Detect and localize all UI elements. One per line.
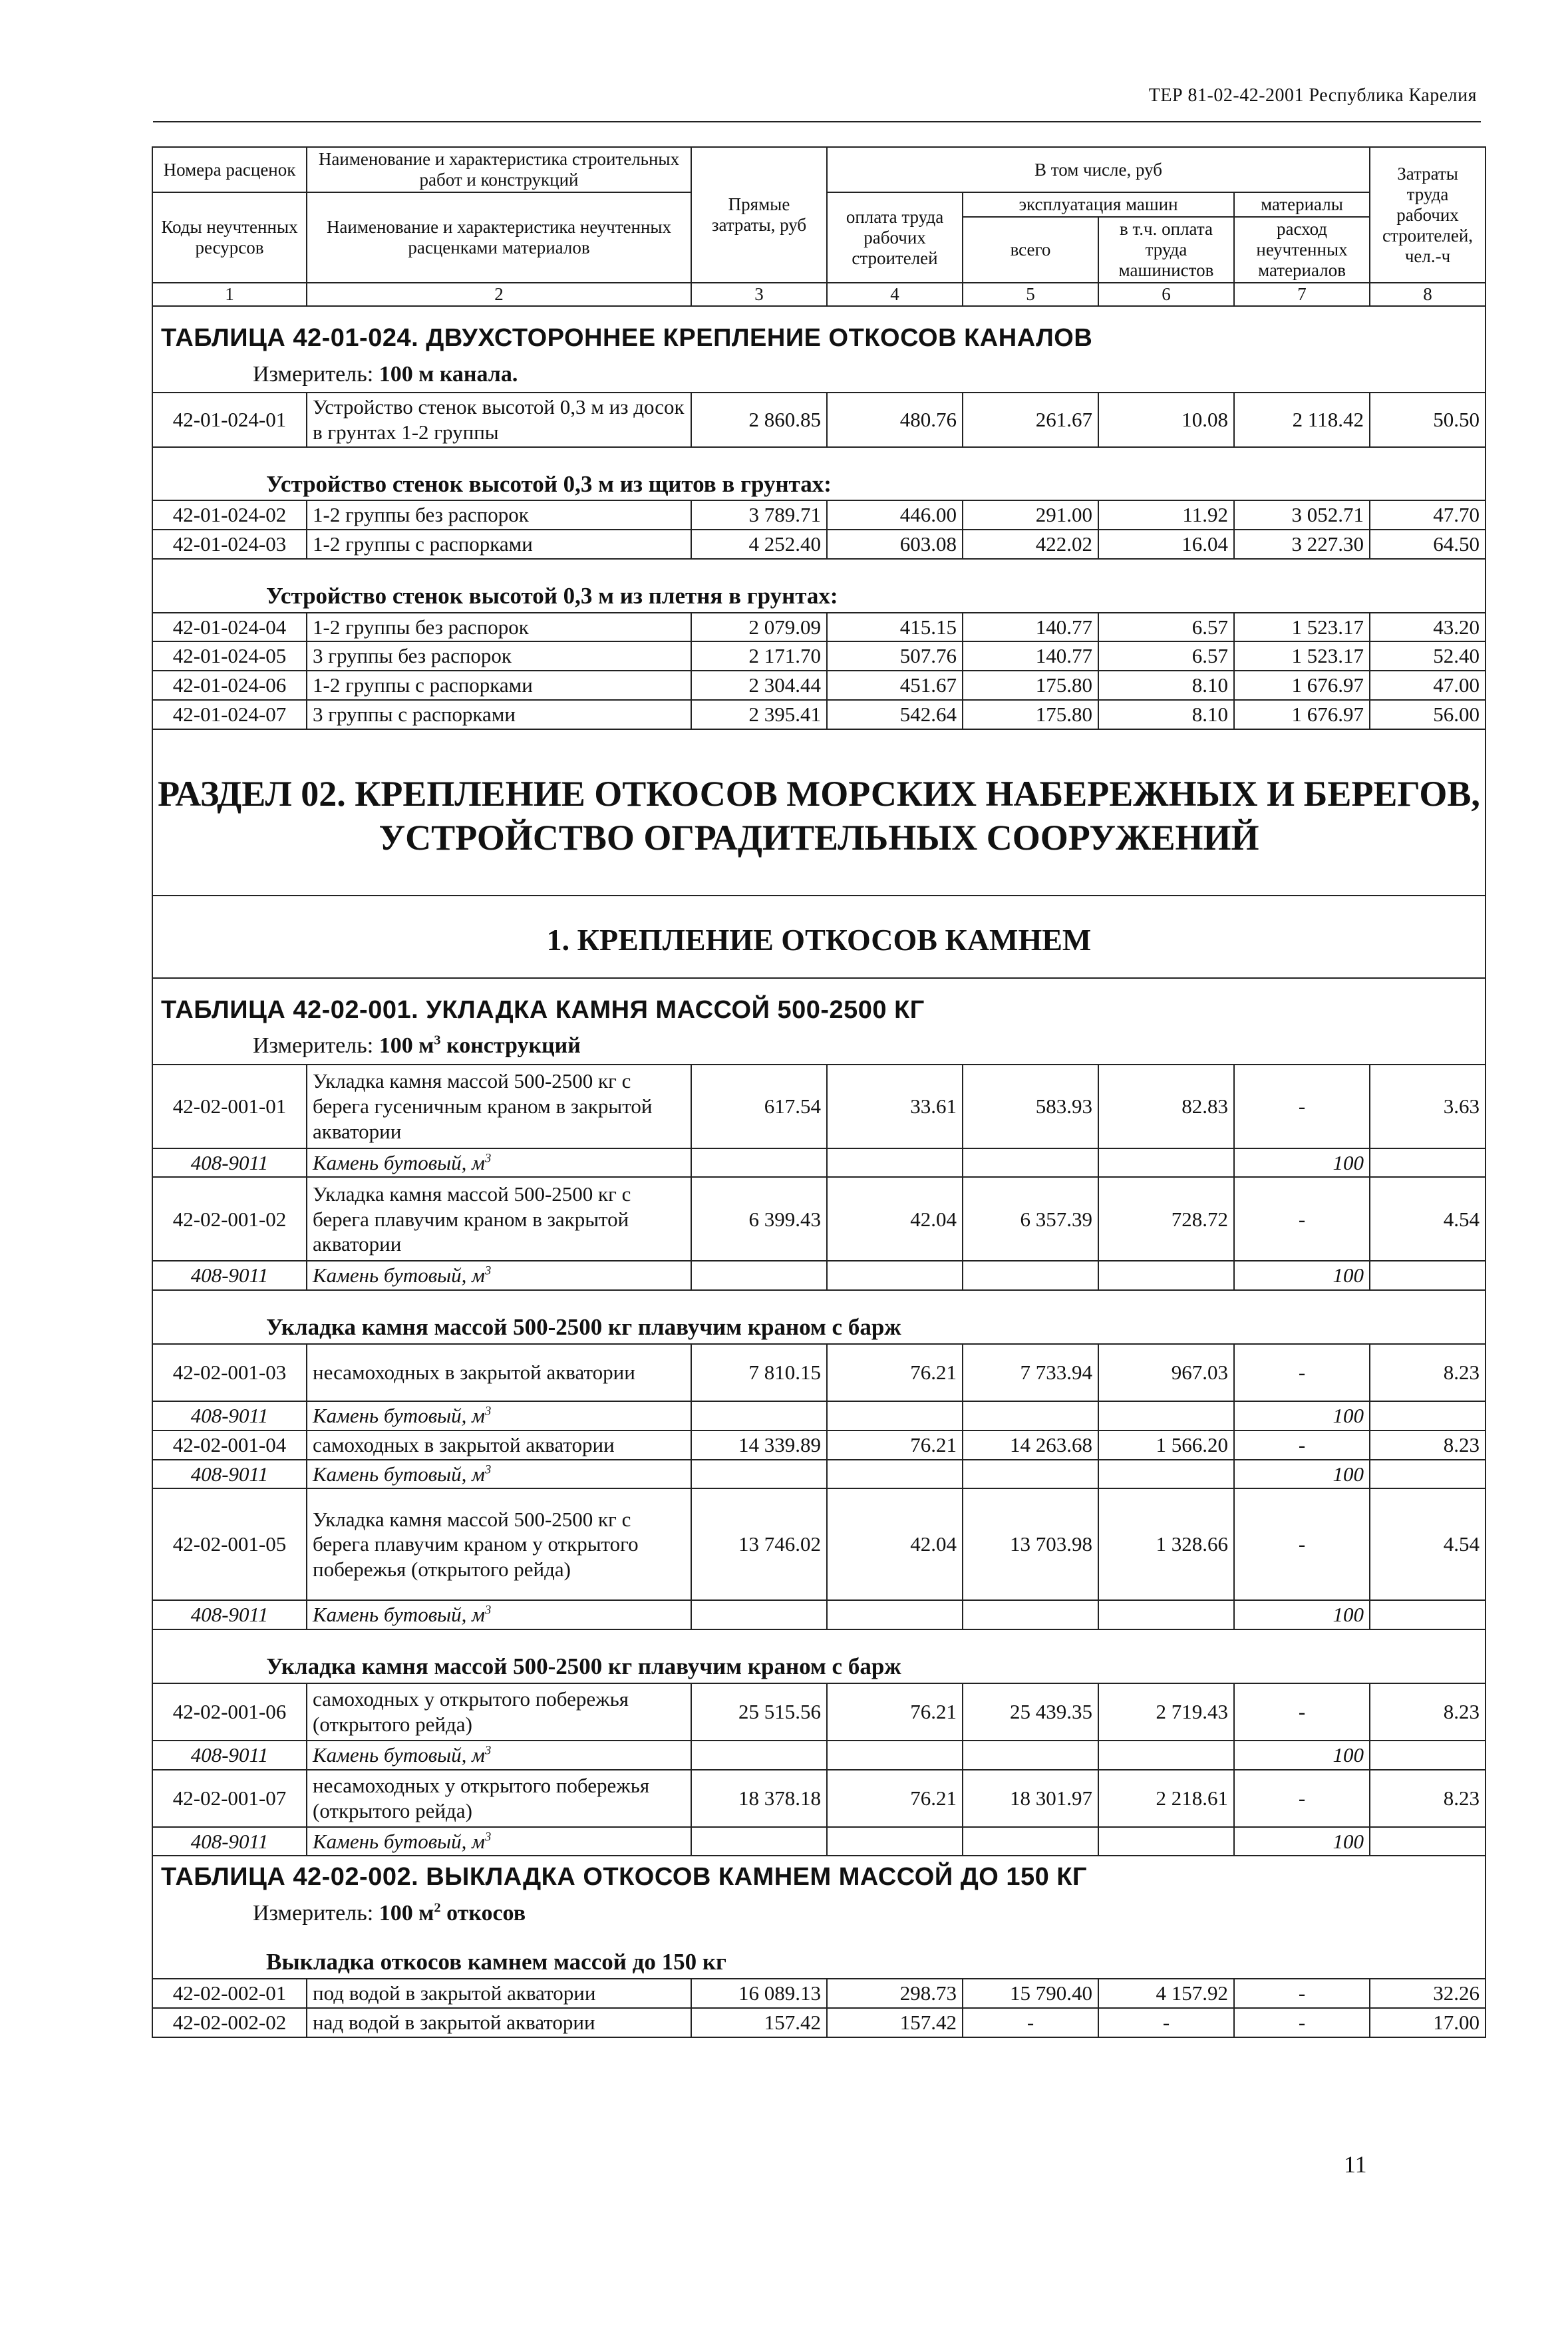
- column-number: 7: [1234, 283, 1370, 306]
- labor-hours: 8.23: [1370, 1683, 1486, 1741]
- operator-pay: 82.83: [1098, 1065, 1234, 1148]
- table-title: ТАБЛИЦА 42-02-002. ВЫКЛАДКА ОТКОСОВ КАМНЕМ МАССОЙ ДО 150 КГ: [161, 1863, 1088, 1892]
- table-row: [152, 671, 1486, 700]
- column-number: 4: [827, 283, 963, 306]
- rate-code: 42-02-001-07: [152, 1770, 307, 1827]
- machines-total: 583.93: [963, 1065, 1098, 1148]
- column-number: 3: [691, 283, 827, 306]
- group-heading: Укладка камня массой 500-2500 кг плавучим краном с барж: [266, 1314, 901, 1341]
- resource-row: [152, 1261, 1486, 1290]
- resource-name-text: Камень бутовый, м: [313, 1403, 485, 1427]
- operator-pay: 10.08: [1098, 393, 1234, 447]
- labor-hours: 17.00: [1370, 2008, 1486, 2037]
- operator-pay: 8.10: [1098, 671, 1234, 700]
- table-meter: [153, 358, 1485, 392]
- page-number: 11: [1344, 2151, 1367, 2178]
- resource-code: 408-9011: [152, 1261, 307, 1290]
- rate-code: 42-02-002-02: [152, 2008, 307, 2037]
- machines-total: 140.77: [963, 641, 1098, 671]
- machines-total: -: [963, 2008, 1098, 2037]
- rate-code: 42-02-001-04: [152, 1430, 307, 1460]
- operator-pay: 2 719.43: [1098, 1683, 1234, 1741]
- materials: 1 523.17: [1234, 641, 1370, 671]
- resource-name-text: Камень бутовый, м: [313, 1603, 485, 1627]
- meter-tail: откосов: [446, 1900, 526, 1926]
- materials: -: [1234, 1979, 1370, 2008]
- resource-unit-power: 3: [484, 1151, 492, 1166]
- worker-pay: 480.76: [827, 393, 963, 447]
- resource-row: [152, 1600, 1486, 1629]
- operator-pay: -: [1098, 2008, 1234, 2037]
- section-title-line1: РАЗДЕЛ 02. КРЕПЛЕНИЕ ОТКОСОВ МОРСКИХ НАБЕРЕЖНЫХ И БЕРЕГОВ,: [158, 773, 1480, 814]
- resource-name-text: Камень бутовый, м: [313, 1150, 485, 1174]
- header-labor-hours: Затраты труда рабочих строителей, чел.-ч: [1370, 147, 1486, 283]
- resource-name: [307, 1401, 691, 1430]
- worker-pay: 76.21: [827, 1430, 963, 1460]
- labor-hours: 47.00: [1370, 671, 1486, 700]
- worker-pay: 42.04: [827, 1488, 963, 1600]
- resource-code: 408-9011: [152, 1401, 307, 1430]
- materials: -: [1234, 1344, 1370, 1401]
- rate-name: под водой в закрытой акватории: [307, 1979, 691, 2008]
- resource-name: [307, 1741, 691, 1770]
- resource-code: 408-9011: [152, 1741, 307, 1770]
- resource-row: [152, 1401, 1486, 1430]
- direct-costs: 14 339.89: [691, 1430, 827, 1460]
- header-machines-total: всего: [963, 217, 1098, 283]
- materials: -: [1234, 1488, 1370, 1600]
- rate-name: Укладка камня массой 500-2500 кг с берега гусеничным краном в закрытой акватории: [307, 1065, 691, 1148]
- header-row-1: [152, 147, 1486, 192]
- rate-name: 1-2 группы без распорок: [307, 500, 691, 530]
- table-row: [152, 700, 1486, 729]
- machines-total: 14 263.68: [963, 1430, 1098, 1460]
- subsection-title: 1. КРЕПЛЕНИЕ ОТКОСОВ КАМНЕМ: [546, 922, 1092, 957]
- machines-total: 18 301.97: [963, 1770, 1098, 1827]
- operator-pay: 1 566.20: [1098, 1430, 1234, 1460]
- materials: -: [1234, 1770, 1370, 1827]
- rate-name: несамоходных в закрытой акватории: [307, 1344, 691, 1401]
- header-worker-pay: оплата труда рабочих строителей: [827, 192, 963, 283]
- direct-costs: 2 860.85: [691, 393, 827, 447]
- table-title-row: [152, 978, 1486, 1065]
- operator-pay: 6.57: [1098, 641, 1234, 671]
- operator-pay: 11.92: [1098, 500, 1234, 530]
- machines-total: 7 733.94: [963, 1344, 1098, 1401]
- direct-costs: 2 304.44: [691, 671, 827, 700]
- rate-code: 42-01-024-07: [152, 700, 307, 729]
- resource-quantity: 100: [1234, 1827, 1370, 1856]
- group-heading-row: [152, 559, 1486, 613]
- direct-costs: 2 171.70: [691, 641, 827, 671]
- labor-hours: 4.54: [1370, 1488, 1486, 1600]
- running-header: ТЕР 81-02-42-2001 Республика Карелия: [1148, 85, 1477, 106]
- rate-code: 42-02-001-05: [152, 1488, 307, 1600]
- resource-quantity: 100: [1234, 1261, 1370, 1290]
- rate-code: 42-02-001-03: [152, 1344, 307, 1401]
- section-title-row: [152, 729, 1486, 896]
- rate-code: 42-02-002-01: [152, 1979, 307, 2008]
- operator-pay: 2 218.61: [1098, 1770, 1234, 1827]
- resource-quantity: 100: [1234, 1401, 1370, 1430]
- resource-code: 408-9011: [152, 1827, 307, 1856]
- subsection-title-row: [152, 896, 1486, 978]
- direct-costs: 6 399.43: [691, 1177, 827, 1261]
- machines-total: 175.80: [963, 700, 1098, 729]
- header-direct-costs: Прямые затраты, руб: [691, 147, 827, 283]
- materials: 1 523.17: [1234, 613, 1370, 642]
- table-row: [152, 641, 1486, 671]
- direct-costs: 2 079.09: [691, 613, 827, 642]
- worker-pay: 76.21: [827, 1344, 963, 1401]
- direct-costs: 617.54: [691, 1065, 827, 1148]
- table-row: [152, 1177, 1486, 1261]
- column-numbers-row: [152, 283, 1486, 306]
- column-number: 2: [307, 283, 691, 306]
- meter-value: 100 м: [379, 1900, 434, 1926]
- direct-costs: 13 746.02: [691, 1488, 827, 1600]
- column-number: 6: [1098, 283, 1234, 306]
- rate-name: 3 группы с распорками: [307, 700, 691, 729]
- rate-name: 1-2 группы с распорками: [307, 671, 691, 700]
- resource-name-text: Камень бутовый, м: [313, 1263, 485, 1287]
- worker-pay: 451.67: [827, 671, 963, 700]
- rate-name: самоходных в закрытой акватории: [307, 1430, 691, 1460]
- worker-pay: 76.21: [827, 1683, 963, 1741]
- worker-pay: 157.42: [827, 2008, 963, 2037]
- header-materials: материалы: [1234, 192, 1370, 217]
- estimate-sheet: [152, 146, 1485, 2038]
- rate-name: самоходных у открытого побережья (открытого рейда): [307, 1683, 691, 1741]
- meter-unit-power: 3: [434, 1033, 441, 1048]
- meter-label: Измеритель:: [253, 361, 374, 387]
- resource-name: [307, 1827, 691, 1856]
- resource-unit-power: 3: [484, 1462, 492, 1477]
- meter-label: Измеритель:: [253, 1033, 374, 1059]
- table-row: [152, 530, 1486, 559]
- rate-name: 3 группы без распорок: [307, 641, 691, 671]
- resource-name: [307, 1460, 691, 1489]
- group-heading: Выкладка откосов камнем массой до 150 кг: [266, 1949, 726, 1975]
- resource-row: [152, 1741, 1486, 1770]
- estimate-table: [152, 146, 1486, 2038]
- materials: -: [1234, 1177, 1370, 1261]
- rate-name: 1-2 группы без распорок: [307, 613, 691, 642]
- table-row: [152, 1979, 1486, 2008]
- direct-costs: 2 395.41: [691, 700, 827, 729]
- resource-unit-power: 3: [484, 1603, 492, 1618]
- resource-unit-power: 3: [484, 1743, 492, 1758]
- meter-unit-power: 2: [434, 1900, 441, 1916]
- direct-costs: 4 252.40: [691, 530, 827, 559]
- machines-total: 25 439.35: [963, 1683, 1098, 1741]
- labor-hours: 32.26: [1370, 1979, 1486, 2008]
- labor-hours: 4.54: [1370, 1177, 1486, 1261]
- rate-code: 42-01-024-01: [152, 393, 307, 447]
- materials: -: [1234, 1683, 1370, 1741]
- resource-name-text: Камень бутовый, м: [313, 1743, 485, 1766]
- labor-hours: 56.00: [1370, 700, 1486, 729]
- header-work-name: Наименование и характеристика строительных работ и конструкций: [307, 147, 691, 192]
- rate-code: 42-01-024-02: [152, 500, 307, 530]
- resource-name: [307, 1148, 691, 1178]
- direct-costs: 18 378.18: [691, 1770, 827, 1827]
- materials: 2 118.42: [1234, 393, 1370, 447]
- column-number: 1: [152, 283, 307, 306]
- column-number: 5: [963, 283, 1098, 306]
- rate-code: 42-01-024-04: [152, 613, 307, 642]
- rate-name: над водой в закрытой акватории: [307, 2008, 691, 2037]
- table-row: [152, 1683, 1486, 1741]
- materials: 1 676.97: [1234, 671, 1370, 700]
- operator-pay: 728.72: [1098, 1177, 1234, 1261]
- rate-name: несамоходных у открытого побережья (открытого рейда): [307, 1770, 691, 1827]
- header-machine-operation: эксплуатация машин: [963, 192, 1234, 217]
- table-row: [152, 1770, 1486, 1827]
- meter-label: Измеритель:: [253, 1900, 374, 1926]
- materials: -: [1234, 1430, 1370, 1460]
- resource-unit-power: 3: [484, 1404, 492, 1419]
- direct-costs: 3 789.71: [691, 500, 827, 530]
- meter-value: 100 м: [379, 1033, 434, 1059]
- rate-name: Укладка камня массой 500-2500 кг с берега плавучим краном у открытого побережья (открытого рейда): [307, 1488, 691, 1600]
- table-row: [152, 393, 1486, 447]
- table-row: [152, 500, 1486, 530]
- header-including: В том числе, руб: [827, 147, 1370, 192]
- table-row: [152, 613, 1486, 642]
- column-number: 8: [1370, 283, 1486, 306]
- operator-pay: 967.03: [1098, 1344, 1234, 1401]
- resource-unit-power: 3: [484, 1264, 492, 1279]
- group-heading-row: [152, 447, 1486, 501]
- table-meter: [153, 1897, 1485, 1931]
- rate-code: 42-01-024-06: [152, 671, 307, 700]
- meter-tail: конструкций: [446, 1033, 581, 1059]
- meter-value: 100 м канала.: [379, 361, 518, 387]
- worker-pay: 415.15: [827, 613, 963, 642]
- rate-code: 42-01-024-03: [152, 530, 307, 559]
- table-title: ТАБЛИЦА 42-01-024. ДВУХСТОРОННЕЕ КРЕПЛЕНИЕ ОТКОСОВ КАНАЛОВ: [161, 324, 1093, 353]
- resource-row: [152, 1460, 1486, 1489]
- labor-hours: 8.23: [1370, 1770, 1486, 1827]
- resource-name: [307, 1261, 691, 1290]
- resource-code: 408-9011: [152, 1148, 307, 1178]
- machines-total: 291.00: [963, 500, 1098, 530]
- resource-row: [152, 1827, 1486, 1856]
- labor-hours: 8.23: [1370, 1344, 1486, 1401]
- materials: 3 227.30: [1234, 530, 1370, 559]
- resource-name-text: Камень бутовый, м: [313, 1829, 485, 1853]
- resource-quantity: 100: [1234, 1600, 1370, 1629]
- labor-hours: 47.70: [1370, 500, 1486, 530]
- section-title-line2: УСТРОЙСТВО ОГРАДИТЕЛЬНЫХ СООРУЖЕНИЙ: [379, 817, 1259, 858]
- labor-hours: 52.40: [1370, 641, 1486, 671]
- rate-code: 42-02-001-06: [152, 1683, 307, 1741]
- header-rule: [153, 121, 1481, 122]
- direct-costs: 25 515.56: [691, 1683, 827, 1741]
- group-heading: Устройство стенок высотой 0,3 м из плетня в грунтах:: [266, 582, 838, 609]
- worker-pay: 42.04: [827, 1177, 963, 1261]
- machines-total: 15 790.40: [963, 1979, 1098, 2008]
- table-row: [152, 2008, 1486, 2037]
- labor-hours: 8.23: [1370, 1430, 1486, 1460]
- worker-pay: 76.21: [827, 1770, 963, 1827]
- operator-pay: 16.04: [1098, 530, 1234, 559]
- materials: -: [1234, 1065, 1370, 1148]
- labor-hours: 50.50: [1370, 393, 1486, 447]
- worker-pay: 446.00: [827, 500, 963, 530]
- resource-row: [152, 1148, 1486, 1178]
- table-row: [152, 1065, 1486, 1148]
- header-operator-pay: в т.ч. оплата труда машинистов: [1098, 217, 1234, 283]
- resource-quantity: 100: [1234, 1148, 1370, 1178]
- worker-pay: 298.73: [827, 1979, 963, 2008]
- materials: -: [1234, 2008, 1370, 2037]
- resource-name: [307, 1600, 691, 1629]
- table-title-row: [152, 306, 1486, 393]
- rate-code: 42-02-001-02: [152, 1177, 307, 1261]
- resource-name-text: Камень бутовый, м: [313, 1462, 485, 1486]
- rate-name: Укладка камня массой 500-2500 кг с берега плавучим краном в закрытой акватории: [307, 1177, 691, 1261]
- header-resource-codes: Коды неучтенных ресурсов: [152, 192, 307, 283]
- worker-pay: 603.08: [827, 530, 963, 559]
- worker-pay: 542.64: [827, 700, 963, 729]
- labor-hours: 3.63: [1370, 1065, 1486, 1148]
- labor-hours: 64.50: [1370, 530, 1486, 559]
- resource-code: 408-9011: [152, 1460, 307, 1489]
- direct-costs: 7 810.15: [691, 1344, 827, 1401]
- table-meter: [153, 1029, 1485, 1063]
- header-rate-numbers: Номера расценок: [152, 147, 307, 192]
- table-title-row: [152, 1856, 1486, 1979]
- rate-code: 42-01-024-05: [152, 641, 307, 671]
- rate-code: 42-02-001-01: [152, 1065, 307, 1148]
- operator-pay: 8.10: [1098, 700, 1234, 729]
- rate-name: 1-2 группы с распорками: [307, 530, 691, 559]
- labor-hours: 43.20: [1370, 613, 1486, 642]
- machines-total: 261.67: [963, 393, 1098, 447]
- operator-pay: 6.57: [1098, 613, 1234, 642]
- group-heading-row: [152, 1629, 1486, 1683]
- direct-costs: 16 089.13: [691, 1979, 827, 2008]
- resource-quantity: 100: [1234, 1741, 1370, 1770]
- machines-total: 422.02: [963, 530, 1098, 559]
- table-row: [152, 1430, 1486, 1460]
- direct-costs: 157.42: [691, 2008, 827, 2037]
- operator-pay: 4 157.92: [1098, 1979, 1234, 2008]
- table-row: [152, 1344, 1486, 1401]
- machines-total: 6 357.39: [963, 1177, 1098, 1261]
- machines-total: 175.80: [963, 671, 1098, 700]
- header-material-name: Наименование и характеристика неучтенных расценками материалов: [307, 192, 691, 283]
- resource-code: 408-9011: [152, 1600, 307, 1629]
- worker-pay: 33.61: [827, 1065, 963, 1148]
- worker-pay: 507.76: [827, 641, 963, 671]
- resource-unit-power: 3: [484, 1830, 492, 1844]
- table-row: [152, 1488, 1486, 1600]
- materials: 3 052.71: [1234, 500, 1370, 530]
- machines-total: 140.77: [963, 613, 1098, 642]
- header-materials-consumption: расход неучтенных материалов: [1234, 217, 1370, 283]
- machines-total: 13 703.98: [963, 1488, 1098, 1600]
- operator-pay: 1 328.66: [1098, 1488, 1234, 1600]
- section-title: [153, 730, 1485, 895]
- group-heading-row: [152, 1290, 1486, 1344]
- group-heading: Укладка камня массой 500-2500 кг плавучим краном с барж: [266, 1653, 901, 1680]
- group-heading: Устройство стенок высотой 0,3 м из щитов в грунтах:: [266, 470, 832, 497]
- table-title: ТАБЛИЦА 42-02-001. УКЛАДКА КАМНЯ МАССОЙ 500-2500 КГ: [161, 995, 925, 1024]
- materials: 1 676.97: [1234, 700, 1370, 729]
- rate-name: Устройство стенок высотой 0,3 м из досок в грунтах 1-2 группы: [307, 393, 691, 447]
- resource-quantity: 100: [1234, 1460, 1370, 1489]
